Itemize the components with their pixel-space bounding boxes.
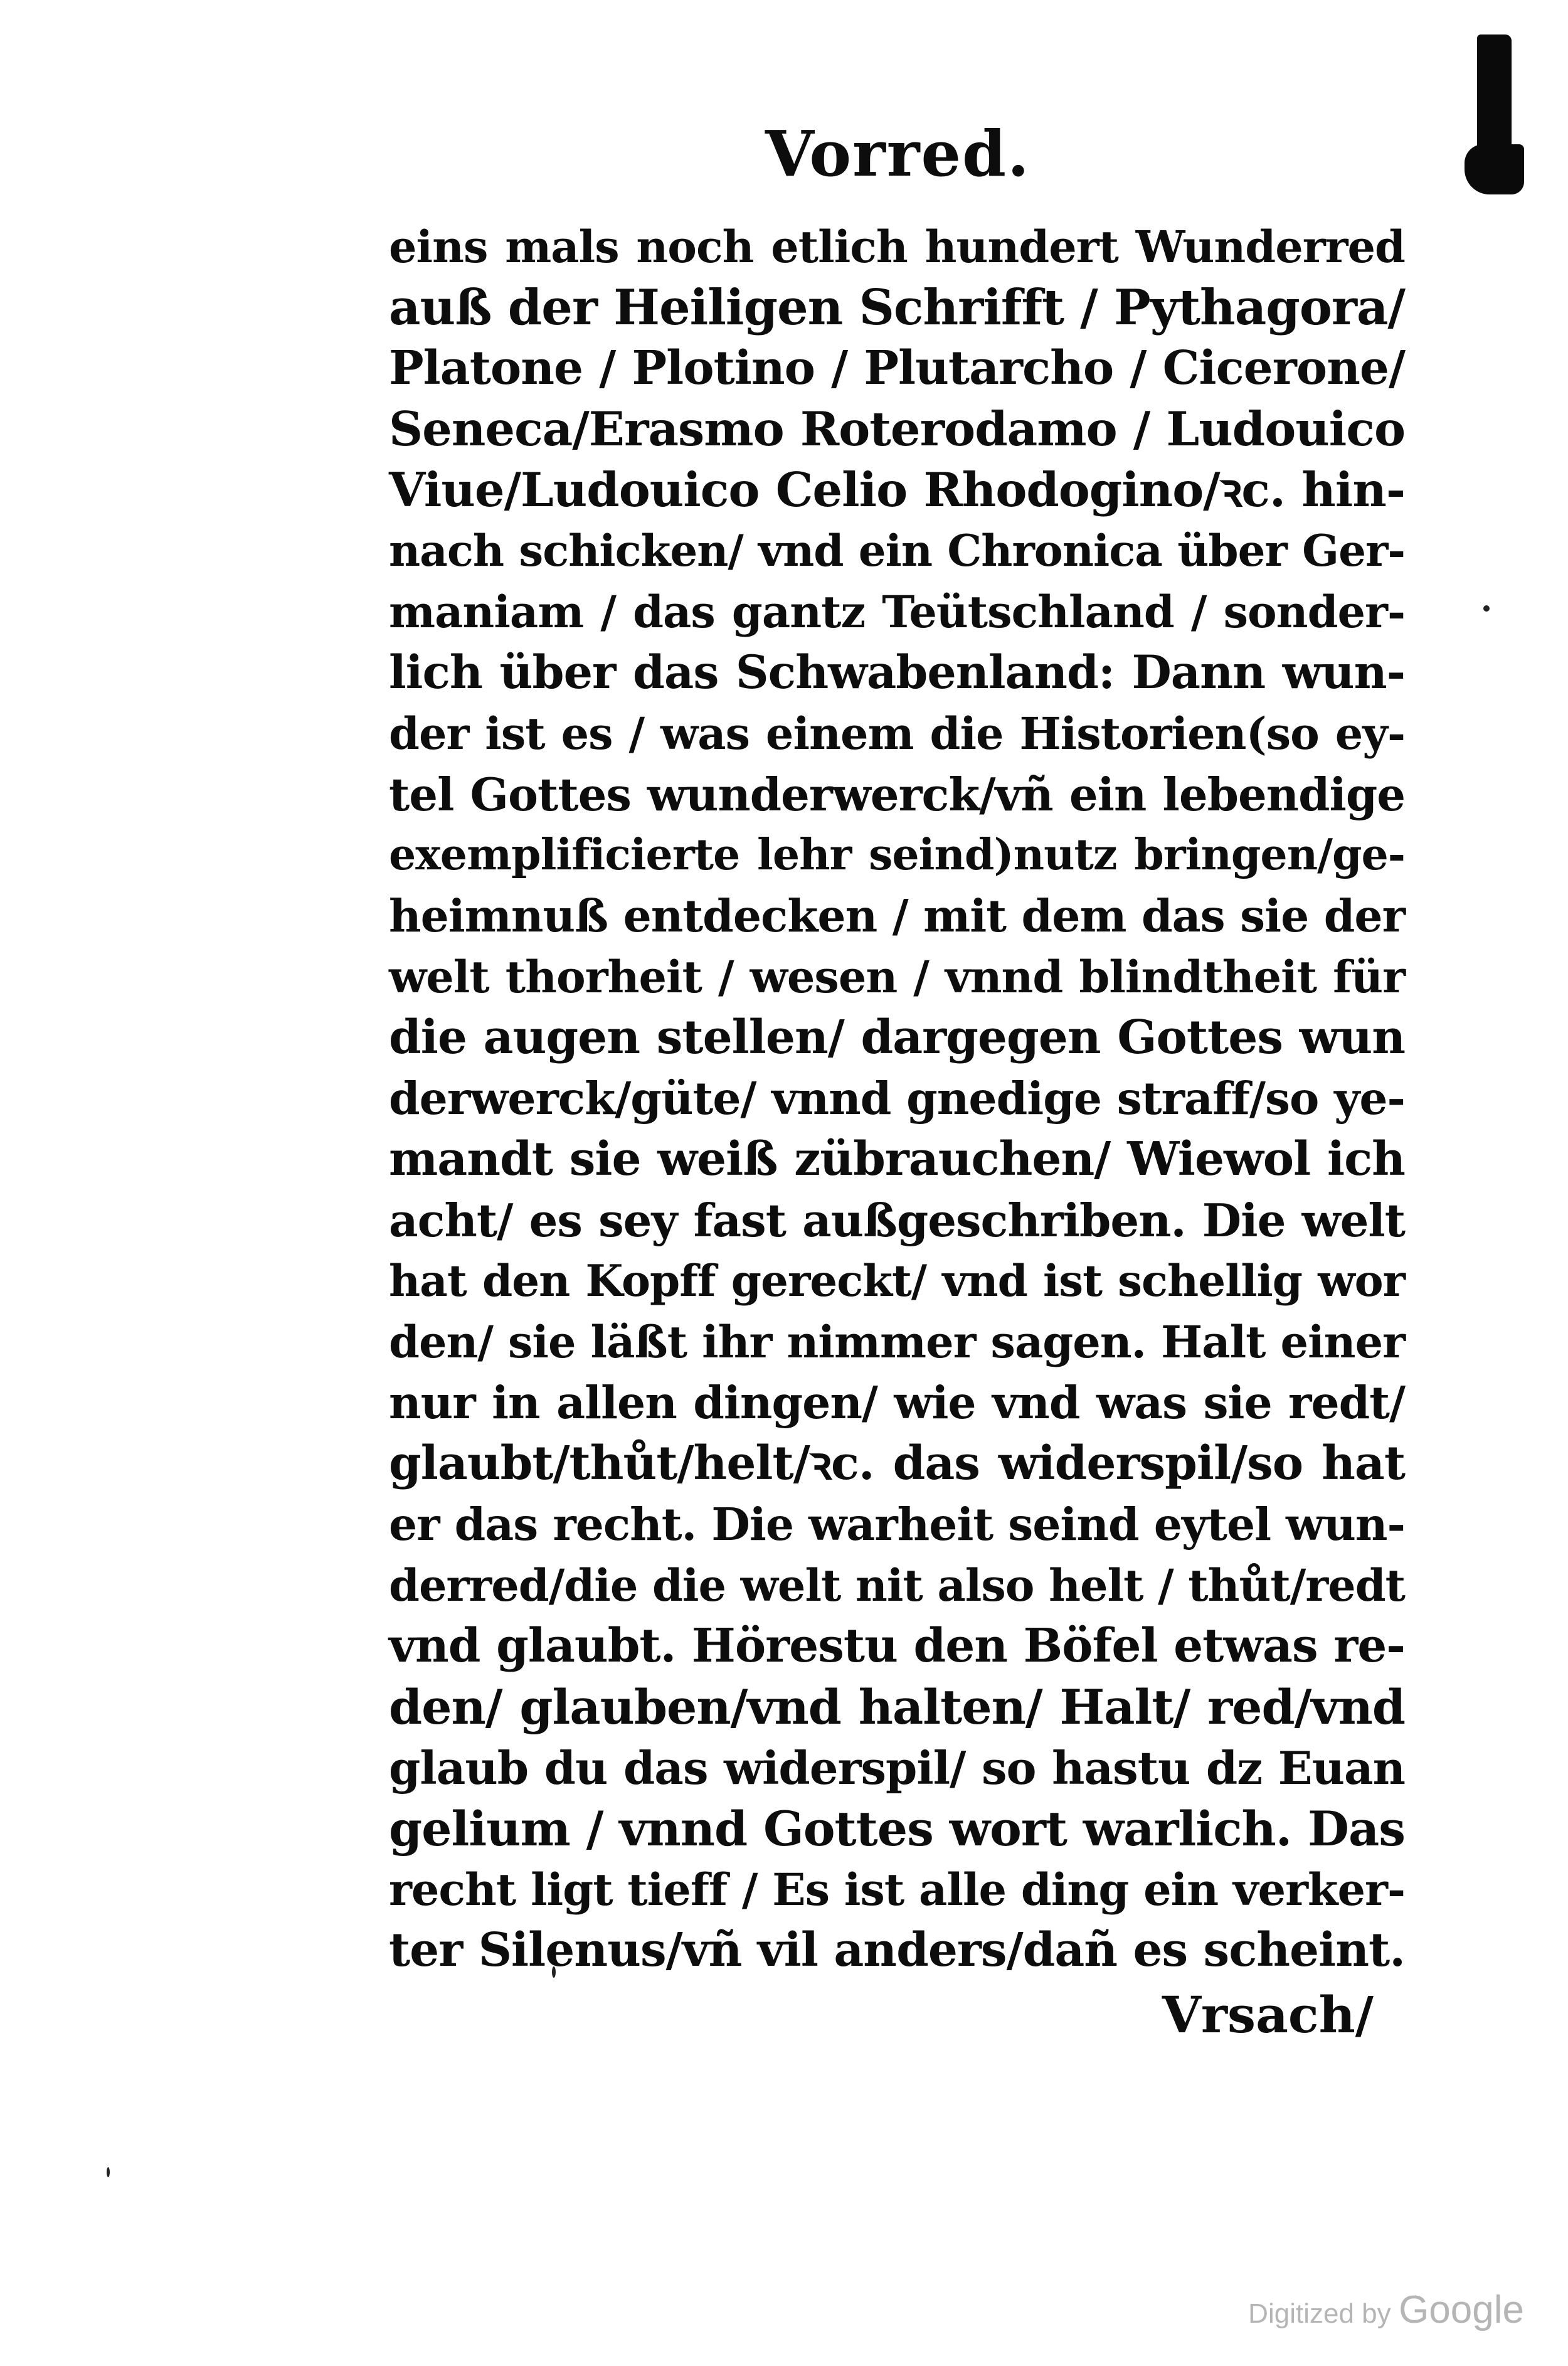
text-line: mandt sie weiß zübrauchen/ Wiewol ich bbox=[389, 1132, 1405, 1186]
text-line: tel Gottes wunderwerck/vñ ein lebendige bbox=[389, 768, 1405, 821]
watermark-brand: Google bbox=[1399, 2288, 1524, 2332]
page-edge-ink-blot bbox=[1465, 144, 1524, 194]
ink-speck bbox=[107, 2167, 110, 2177]
ink-speck bbox=[1483, 605, 1490, 612]
catchword: Vrsach/ bbox=[1162, 1985, 1374, 2044]
text-line: hat den Kopff gereckt/ vnd ist schellig wor bbox=[389, 1256, 1405, 1307]
text-line: maniam / das gantz Teütschland / sonder- bbox=[389, 586, 1405, 638]
text-line: den/ glauben/vnd halten/ Halt/ red/vnd bbox=[389, 1679, 1405, 1735]
text-line: die augen stellen/ dargegen Gottes wun bbox=[389, 1011, 1405, 1064]
text-line: lich über das Schwabenland: Dann wun- bbox=[389, 645, 1405, 699]
text-line: exemplificierte lehr seind)nutz bringen/ge- bbox=[389, 830, 1405, 880]
text-line: recht ligt tieff / Es ist alle ding ein verker- bbox=[389, 1864, 1405, 1916]
digitized-watermark bbox=[1248, 2288, 1524, 2332]
text-line: ter Silenus/vñ vil anders/dañ es scheint. bbox=[389, 1923, 1405, 1977]
text-line: auß der Heiligen Schrifft / Pythagora/ bbox=[389, 279, 1405, 336]
watermark-prefix: Digitized by bbox=[1248, 2298, 1391, 2329]
text-line: Viue/Ludouico Celio Rhodogino/ꝛc. hin- bbox=[389, 462, 1405, 517]
text-line: nur in allen dingen/ wie vnd was sie redt/ bbox=[389, 1376, 1405, 1429]
text-line: glaubt/thůt/helt/ꝛc. das widerspil/so hat bbox=[389, 1436, 1405, 1490]
text-line: der ist es / was einem die Historien(so ey- bbox=[389, 708, 1405, 760]
text-line: heimnuß entdecken / mit dem das sie der bbox=[389, 889, 1405, 942]
text-line: gelium / vnnd Gottes wort warlich. Das bbox=[389, 1801, 1405, 1857]
page-heading: Vorred. bbox=[765, 117, 1030, 191]
text-line: glaub du das widerspil/ so hastu dz Euan bbox=[389, 1741, 1405, 1795]
text-line: vnd glaubt. Hörestu den Böfel etwas re- bbox=[389, 1619, 1405, 1673]
text-line: er das recht. Die warheit seind eytel wun- bbox=[389, 1498, 1405, 1551]
body-text bbox=[389, 216, 1405, 1981]
text-line: den/ sie läßt ihr nimmer sagen. Halt einer bbox=[389, 1316, 1405, 1368]
text-line: derred/die die welt nit also helt / thůt/redt bbox=[389, 1559, 1405, 1611]
text-line: Seneca/Erasmo Roterodamo / Ludouico bbox=[389, 401, 1405, 457]
text-line: welt thorheit / wesen / vnnd blindtheit für bbox=[389, 951, 1405, 1003]
text-line: Platone / Plotino / Plutarcho / Cicerone/ bbox=[389, 341, 1405, 395]
text-line: acht/ es sey fast außgeschriben. Die welt bbox=[389, 1194, 1405, 1247]
text-line: derwerck/güte/ vnnd gnedige straff/so ye- bbox=[389, 1072, 1405, 1125]
text-line: eins mals noch etlich hundert Wunderred bbox=[389, 221, 1405, 273]
text-line: nach schicken/ vnd ein Chronica über Ger- bbox=[389, 526, 1405, 576]
